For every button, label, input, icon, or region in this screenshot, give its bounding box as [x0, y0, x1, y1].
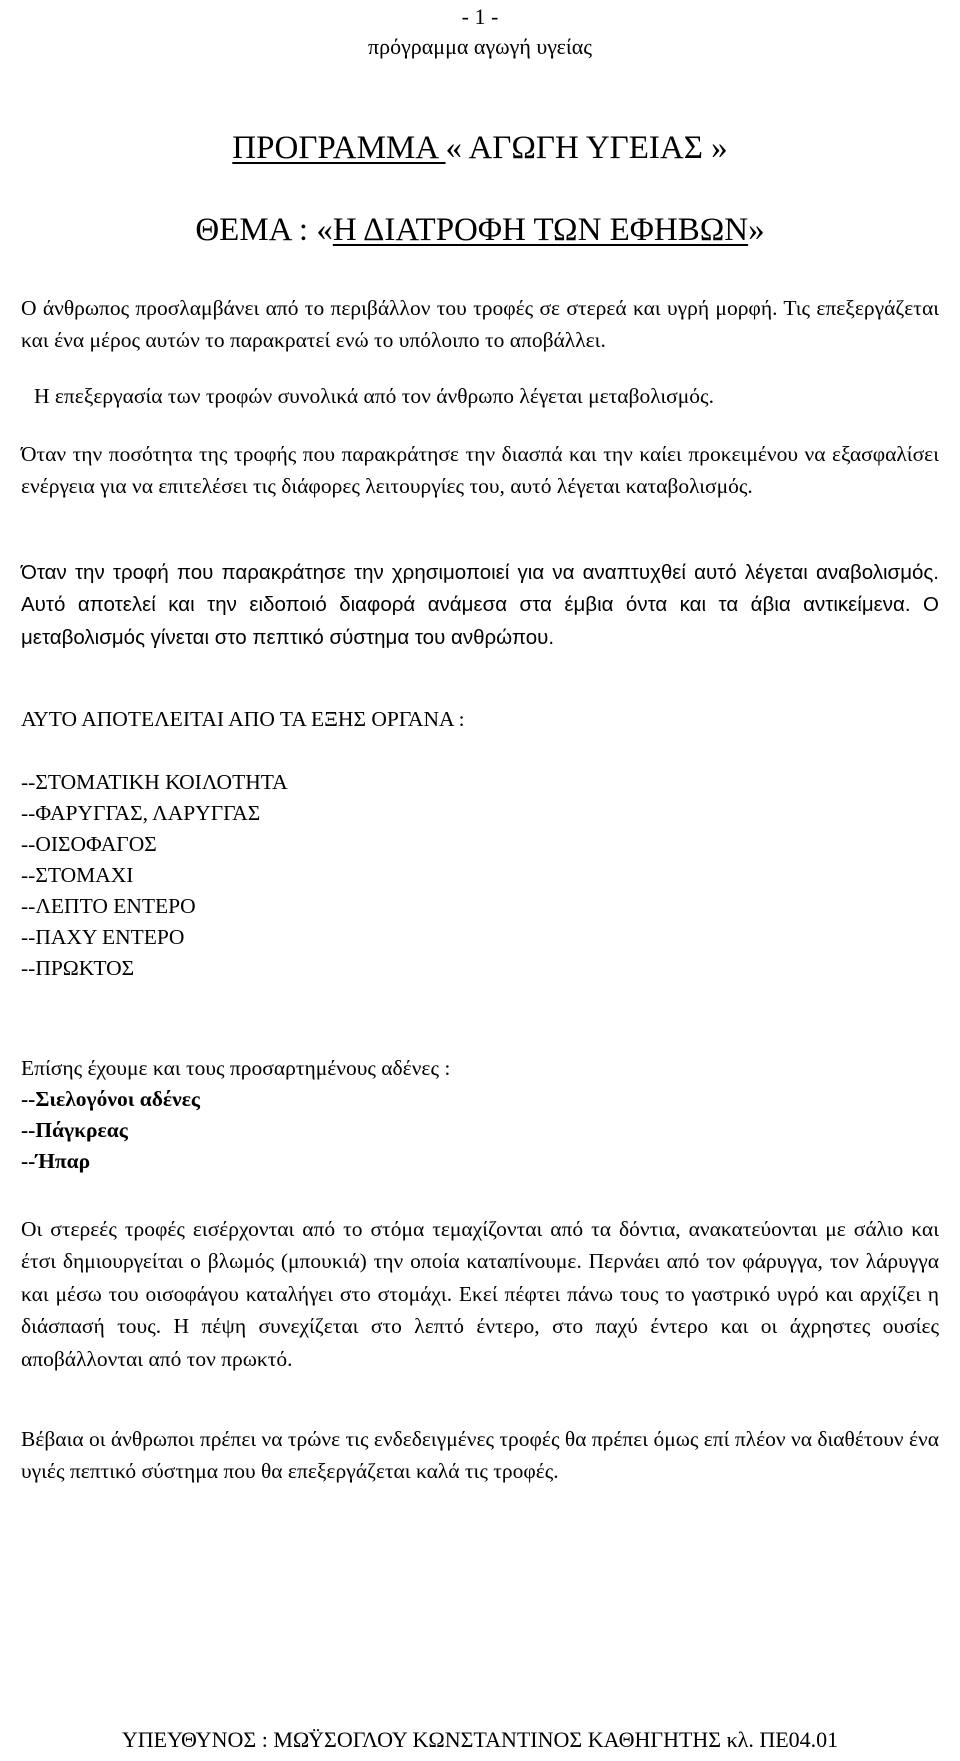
- title-program-word: ΠΡΟΓΡΑΜΜΑ: [232, 130, 446, 166]
- list-item: --Σιελογόνοι αδένες: [21, 1087, 200, 1111]
- list-item: --ΠΑΧΥ ΕΝΤΕΡΟ: [21, 925, 185, 949]
- list-item: --ΣΤΟΜΑΧΙ: [21, 863, 134, 887]
- glands-heading: Επίσης έχουμε και τους προσαρτημένους αδένες :: [21, 1056, 451, 1080]
- document-title: [0, 128, 960, 168]
- paragraph-catabolism: Όταν την ποσότητα της τροφής που παρακράτησε την διασπά και την καίει προκειμένου να εξασφαλίσει ενέργεια για να επιτελέσει τις διάφορες λειτουργίες του, αυτό λέγεται καταβολισμός.: [21, 442, 939, 499]
- footer-responsible: ΥΠΕΥΘΥΝΟΣ : ΜΩΫΣΟΓΛΟΥ ΚΩΝΣΤΑΝΤΙΝΟΣ ΚΑΘΗΓΗΤΗΣ κλ. ΠΕ04.01: [121, 1727, 839, 1752]
- list-item: --ΟΙΣΟΦΑΓΟΣ: [21, 832, 157, 856]
- paragraph-conclusion: Βέβαια οι άνθρωποι πρέπει να τρώνε τις ενδεδειγμένες τροφές θα πρέπει όμως επί πλέον να διαθέτουν ένα υγιές πεπτικό σύστημα που θα επεξεργάζεται καλά τις τροφές.: [21, 1427, 939, 1484]
- list-item: --ΠΡΩΚΤΟΣ: [21, 956, 135, 980]
- paragraph-anabolism: Όταν την τροφή που παρακράτησε την χρησιμοποιεί για να αναπτυχθεί αυτό λέγεται αναβολισμός. Αυτό αποτελεί και την ειδοποιό διαφορά ανάμεσα στα έμβια όντα και τα άβια αντικείμενα. Ο μεταβολισμός γίνεται στο πεπτικό σύστημα του ανθρώπου.: [21, 561, 939, 649]
- list-item: --ΣΤΟΜΑΤΙΚΗ ΚΟΙΛΟΤΗΤΑ: [21, 770, 288, 794]
- page-number: - 1 -: [461, 4, 499, 29]
- list-item: --ΦΑΡΥΓΓΑΣ, ΛΑΡΥΓΓΑΣ: [21, 801, 261, 825]
- theme-suffix: »: [748, 212, 765, 248]
- list-item: --ΛΕΠΤΟ ΕΝΤΕΡΟ: [21, 894, 196, 918]
- document-theme: [0, 210, 960, 250]
- title-program-rest: « ΑΓΩΓΗ ΥΓΕΙΑΣ »: [445, 130, 728, 166]
- paragraph-metabolism: Η επεξεργασία των τροφών συνολικά από τον άνθρωπο λέγεται μεταβολισμός.: [34, 384, 714, 408]
- theme-prefix: ΘΕΜΑ : «: [195, 212, 333, 248]
- list-item: --Ήπαρ: [21, 1149, 91, 1173]
- organs-heading: ΑΥΤΟ ΑΠΟΤΕΛΕΙΤΑΙ ΑΠΟ ΤΑ ΕΞΗΣ ΟΡΓΑΝΑ :: [21, 707, 465, 731]
- running-title: πρόγραμμα αγωγή υγείας: [367, 34, 593, 59]
- list-item: --Πάγκρεας: [21, 1118, 128, 1142]
- paragraph-intake: Ο άνθρωπος προσλαμβάνει από το περιβάλλον του τροφές σε στερεά και υγρή μορφή. Τις επεξεργάζεται και ένα μέρος αυτών το παρακρατεί ενώ το υπόλοιπο το αποβάλλει.: [21, 296, 939, 353]
- theme-title: Η ΔΙΑΤΡΟΦΗ ΤΩΝ ΕΦΗΒΩΝ: [332, 212, 749, 248]
- paragraph-digestion: Οι στερεές τροφές εισέρχονται από το στόμα τεμαχίζονται από τα δόντια, ανακατεύονται με σάλιο και έτσι δημιουργείται ο βλωμός (μπουκιά) την οποία καταπίνουμε. Περνάει από τον φάρυγγα, τον λάρυγγα και μέσω του οισοφάγου καταλήγει στο στομάχι. Εκεί πέφτει πάνω τους το γαστρικό υγρό και αρχίζει η διάσπασή τους. Η πέψη συνεχίζεται στο λεπτό έντερο, στο παχύ έντερο και οι άχρηστες ουσίες αποβάλλονται από τον πρωκτό.: [21, 1217, 939, 1371]
